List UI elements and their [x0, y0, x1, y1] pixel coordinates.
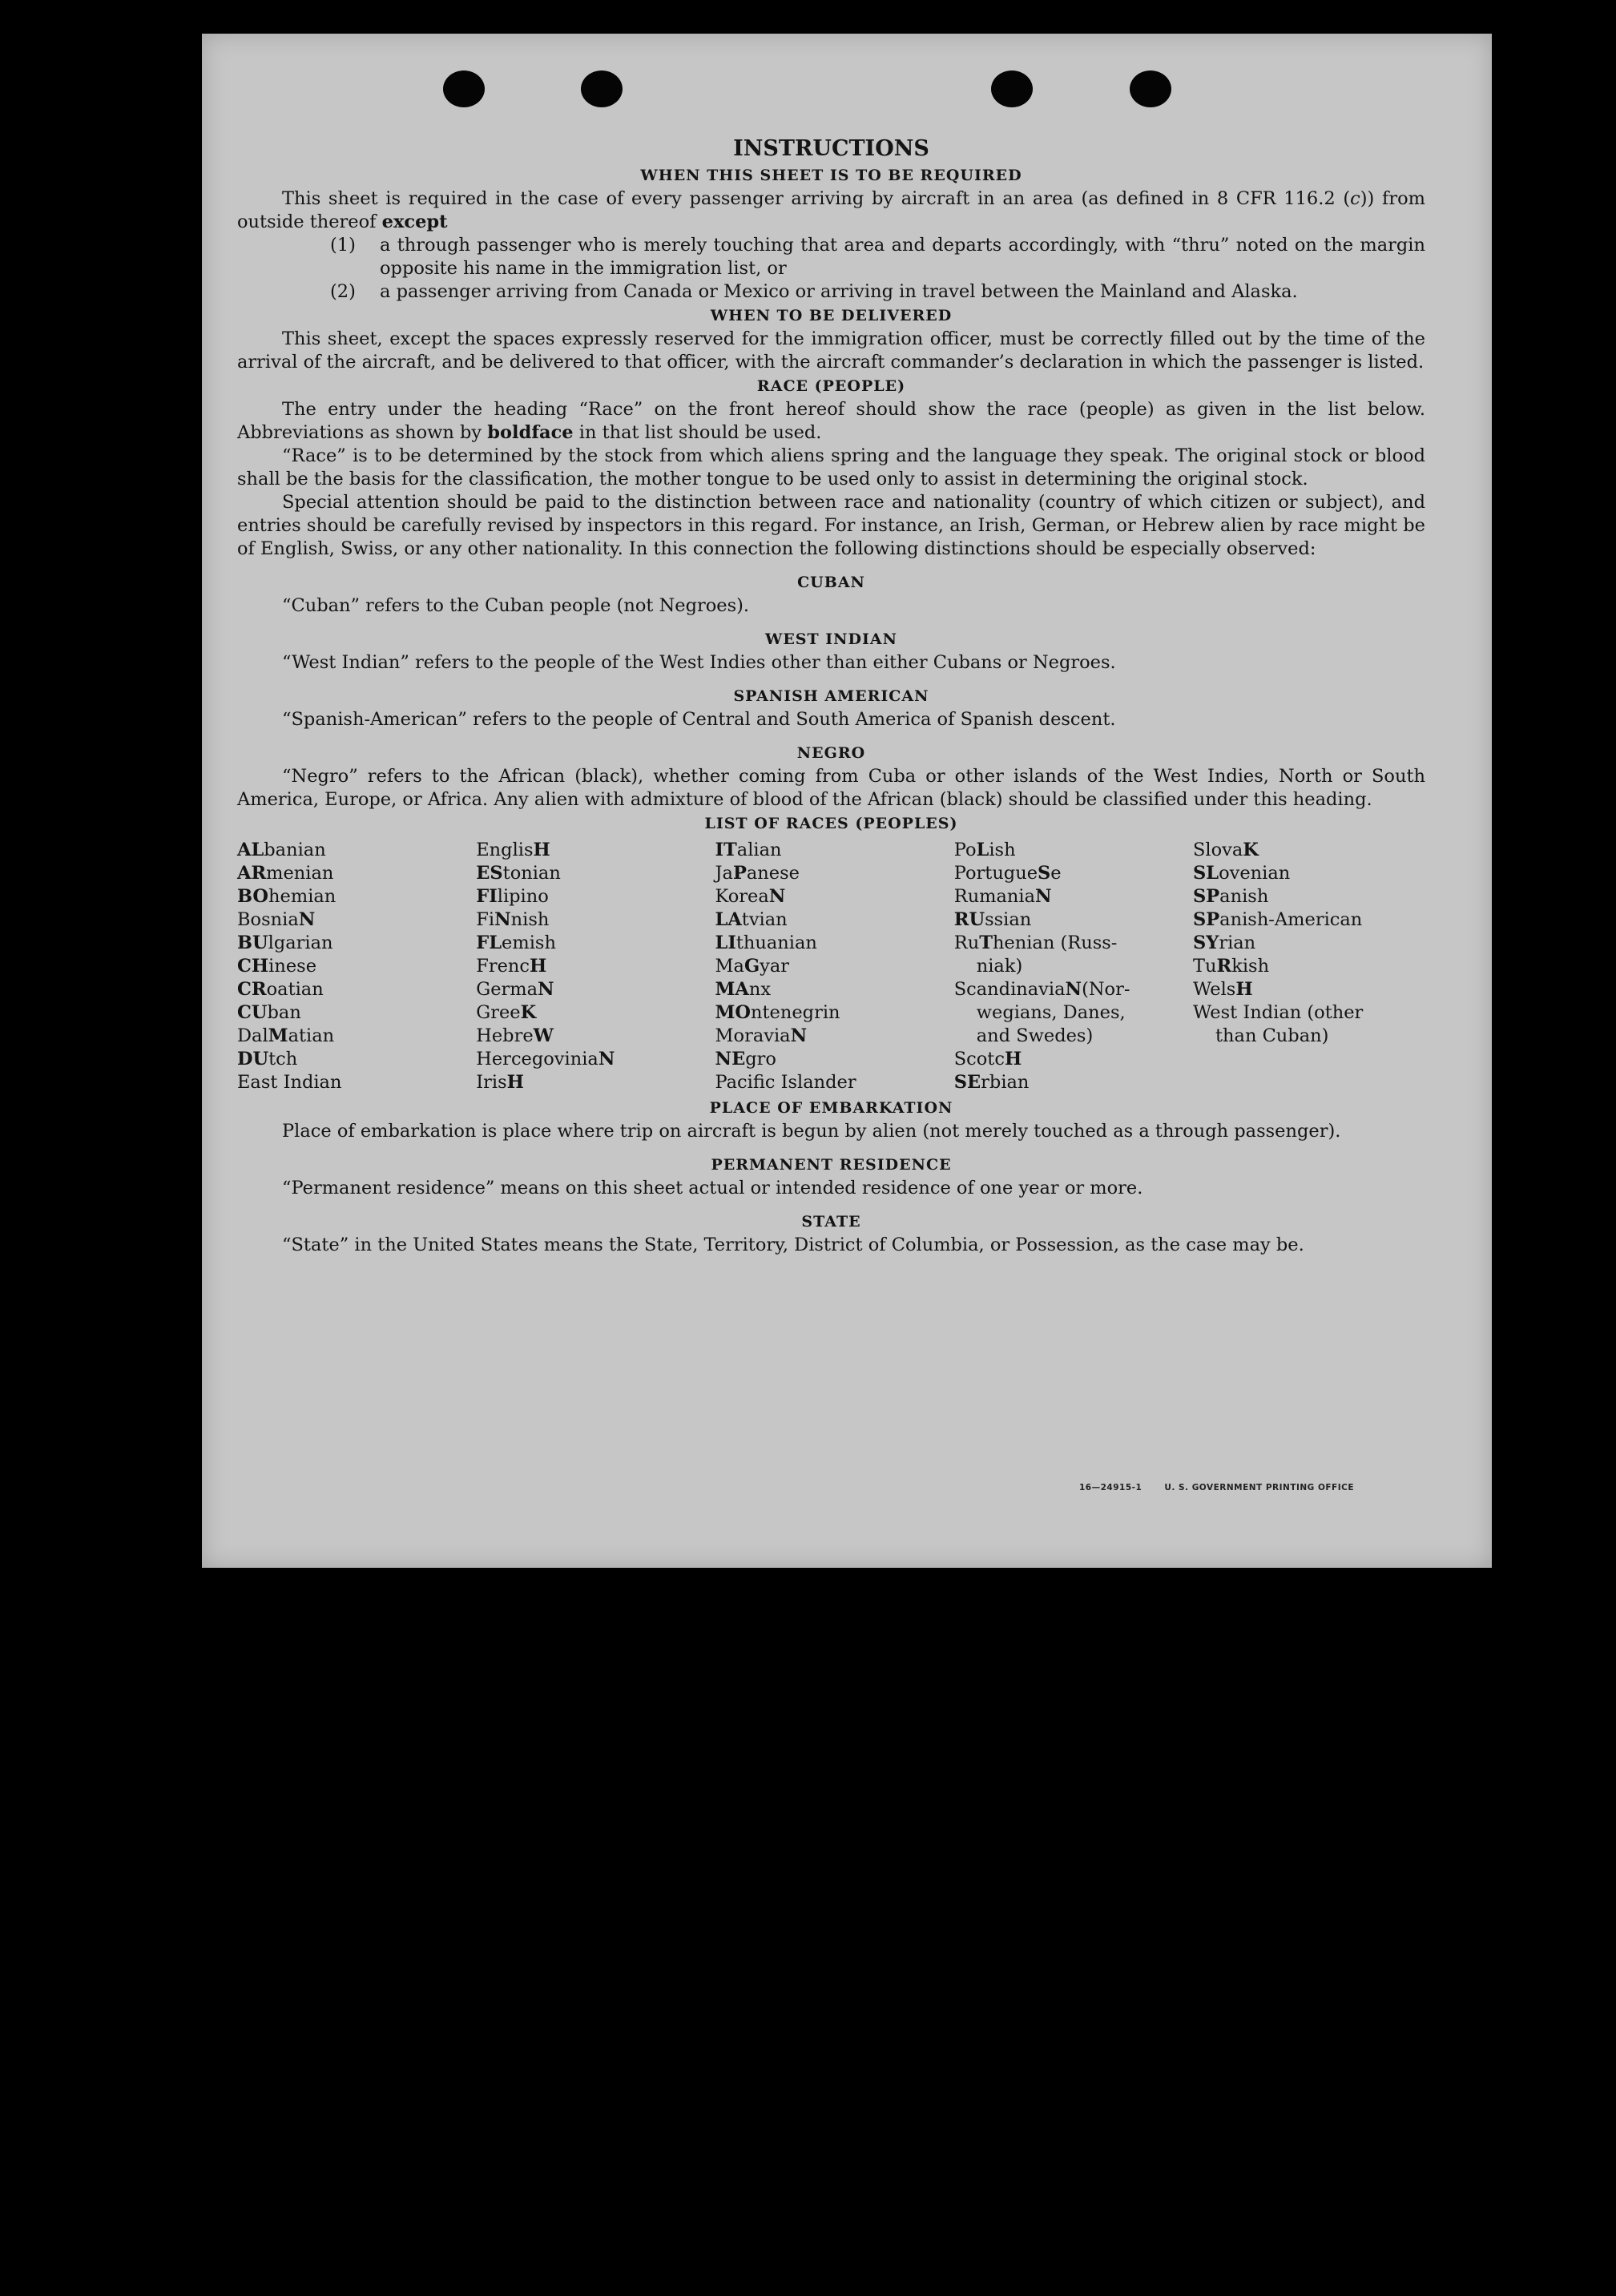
- race-entry: HebreW: [476, 1025, 554, 1046]
- paragraph-cuban: “Cuban” refers to the Cuban people (not Negroes).: [282, 595, 750, 616]
- punch-hole: [991, 70, 1033, 107]
- paragraph-when-delivered: This sheet, except the spaces expressly reserved for the immigration officer, must be correctly filled out by the time of the arrival of the aircraft, and be delivered to that officer, with the aircraft commander’s declaration in which the passenger is listed.: [237, 328, 1425, 373]
- paragraph-race-1: The entry under the heading “Race” on the front hereof should show the race (people) as given in the list below. Abbreviations as shown by boldface in that list should be used.: [237, 399, 1425, 443]
- race-entry: EStonian: [476, 863, 561, 884]
- footer-imprint: [1079, 1483, 1376, 1492]
- race-list: [237, 839, 1425, 1094]
- heading-west-indian: WEST INDIAN: [764, 630, 898, 648]
- race-entry: EnglisH: [476, 840, 550, 860]
- race-entry: RuThenian (Russ-: [953, 932, 1118, 953]
- race-entry: than Cuban): [1215, 1025, 1329, 1046]
- race-entry: East Indian: [237, 1072, 342, 1093]
- race-entry: GreeK: [476, 1002, 537, 1023]
- race-entry: SErbian: [953, 1072, 1030, 1093]
- race-entry: West Indian (other: [1193, 1002, 1364, 1023]
- scanned-sheet: [202, 34, 1492, 1568]
- race-entry: FLemish: [476, 932, 556, 953]
- race-entry: SPanish-American: [1193, 909, 1363, 930]
- form-number: 16—24915-1: [1079, 1483, 1142, 1492]
- race-entry: SLovenian: [1193, 863, 1291, 884]
- race-entry: wegians, Danes,: [976, 1002, 1126, 1023]
- race-entry: LAtvian: [715, 909, 788, 930]
- race-entry: ScandinaviaN(Nor-: [953, 979, 1130, 1000]
- race-entry: MoraviaN: [715, 1025, 808, 1046]
- heading-negro: NEGRO: [796, 744, 866, 762]
- race-entry: DalMatian: [237, 1025, 335, 1046]
- heading-when-required: WHEN THIS SHEET IS TO BE REQUIRED: [640, 167, 1022, 184]
- race-entry: MaGyar: [715, 956, 790, 977]
- race-entry: FiNnish: [476, 909, 550, 930]
- paragraph-place-of-embarkation: Place of embarkation is place where trip on aircraft is begun by alien (not merely touched as a through passenger).: [282, 1121, 1341, 1142]
- page-title: INSTRUCTIONS: [733, 136, 929, 161]
- heading-list-of-races: LIST OF RACES (PEOPLES): [704, 815, 958, 832]
- race-entry: ScotcH: [953, 1049, 1022, 1069]
- race-entry: JaPanese: [715, 863, 800, 884]
- race-entry: CUban: [237, 1002, 301, 1023]
- list-item: (1) a through passenger who is merely touching that area and departs accordingly, with “thru” noted on the margin opposite his name in the immigration list, or: [330, 235, 1425, 279]
- race-entry: NEgro: [715, 1049, 776, 1069]
- punch-hole: [443, 70, 485, 107]
- heading-spanish-american: SPANISH AMERICAN: [733, 687, 929, 705]
- race-entry: BOhemian: [237, 886, 336, 907]
- race-entry: IrisH: [476, 1072, 524, 1093]
- heading-permanent-residence: PERMANENT RESIDENCE: [711, 1156, 952, 1174]
- paragraph-when-required: This sheet is required in the case of every passenger arriving by aircraft in an area (as defined in 8 CFR 116.2 (c)) from outside thereof except: [237, 188, 1425, 232]
- race-entry: GermaN: [476, 979, 554, 1000]
- race-entry: PoLish: [953, 840, 1016, 860]
- race-entry: BUlgarian: [237, 932, 333, 953]
- race-entry: ITalian: [715, 840, 782, 860]
- race-entry: HercegoviniaN: [476, 1049, 615, 1069]
- race-column: [476, 839, 708, 1094]
- heading-when-delivered: WHEN TO BE DELIVERED: [710, 307, 953, 324]
- race-column: [715, 839, 948, 1094]
- race-entry: Pacific Islander: [715, 1072, 856, 1093]
- race-entry: FIlipino: [476, 886, 549, 907]
- list-item: (2) a passenger arriving from Canada or Mexico or arriving in travel between the Mainland and Alaska.: [330, 281, 1298, 302]
- race-entry: LIthuanian: [715, 932, 817, 953]
- race-entry: SPanish: [1193, 886, 1269, 907]
- punch-hole: [1130, 70, 1171, 107]
- race-entry: DUtch: [237, 1049, 298, 1069]
- race-entry: MOntenegrin: [715, 1002, 840, 1023]
- instructions-body: [237, 135, 1425, 1257]
- race-entry: and Swedes): [976, 1025, 1094, 1046]
- race-column: [1193, 839, 1425, 1094]
- heading-cuban: CUBAN: [797, 574, 865, 591]
- race-entry: MAnx: [715, 979, 772, 1000]
- printer-imprint: U. S. GOVERNMENT PRINTING OFFICE: [1164, 1483, 1355, 1492]
- paragraph-permanent-residence: “Permanent residence” means on this sheet actual or intended residence of one year or more.: [282, 1178, 1143, 1198]
- race-entry: CHinese: [237, 956, 317, 977]
- race-entry: SlovaK: [1193, 840, 1259, 860]
- paragraph-state: “State” in the United States means the State, Territory, District of Columbia, or Possession, as the case may be.: [282, 1235, 1304, 1255]
- paragraph-spanish-american: “Spanish-American” refers to the people of Central and South America of Spanish descent.: [282, 709, 1116, 730]
- race-column: [237, 839, 469, 1094]
- paragraph-race-2: “Race” is to be determined by the stock from which aliens spring and the language they speak. The original stock or blood shall be the basis for the classification, the mother tongue to be used only to assist in determining the original stock.: [237, 445, 1425, 489]
- race-entry: BosniaN: [237, 909, 316, 930]
- punch-hole: [581, 70, 623, 107]
- race-entry: RUssian: [953, 909, 1032, 930]
- heading-race: RACE (PEOPLE): [756, 377, 906, 395]
- race-entry: PortugueSe: [953, 863, 1062, 884]
- race-entry: TuRkish: [1193, 956, 1270, 977]
- heading-state: STATE: [801, 1213, 861, 1231]
- race-entry: FrencH: [476, 956, 547, 977]
- paragraph-negro: “Negro” refers to the African (black), whether coming from Cuba or other islands of the West Indies, North or South America, Europe, or Africa. Any alien with admixture of blood of the African (black) should be classified under this heading.: [237, 766, 1425, 810]
- race-column: [954, 839, 1187, 1094]
- race-entry: CRoatian: [237, 979, 324, 1000]
- race-entry: WelsH: [1193, 979, 1253, 1000]
- heading-place-of-embarkation: PLACE OF EMBARKATION: [709, 1099, 953, 1117]
- race-entry: ARmenian: [237, 863, 334, 884]
- paragraph-west-indian: “West Indian” refers to the people of the West Indies other than either Cubans or Negroes.: [282, 652, 1116, 673]
- race-entry: KoreaN: [715, 886, 786, 907]
- race-entry: RumaniaN: [953, 886, 1052, 907]
- paragraph-race-3: Special attention should be paid to the distinction between race and nationality (country of which citizen or subject), and entries should be carefully revised by inspectors in this regard. For instance, an Irish, German, or Hebrew alien by race might be of English, Swiss, or any other nationality. In this connection the following distinctions should be especially observed:: [237, 492, 1425, 559]
- race-entry: ALbanian: [237, 840, 326, 860]
- race-entry: niak): [976, 956, 1023, 977]
- race-entry: SYrian: [1193, 932, 1256, 953]
